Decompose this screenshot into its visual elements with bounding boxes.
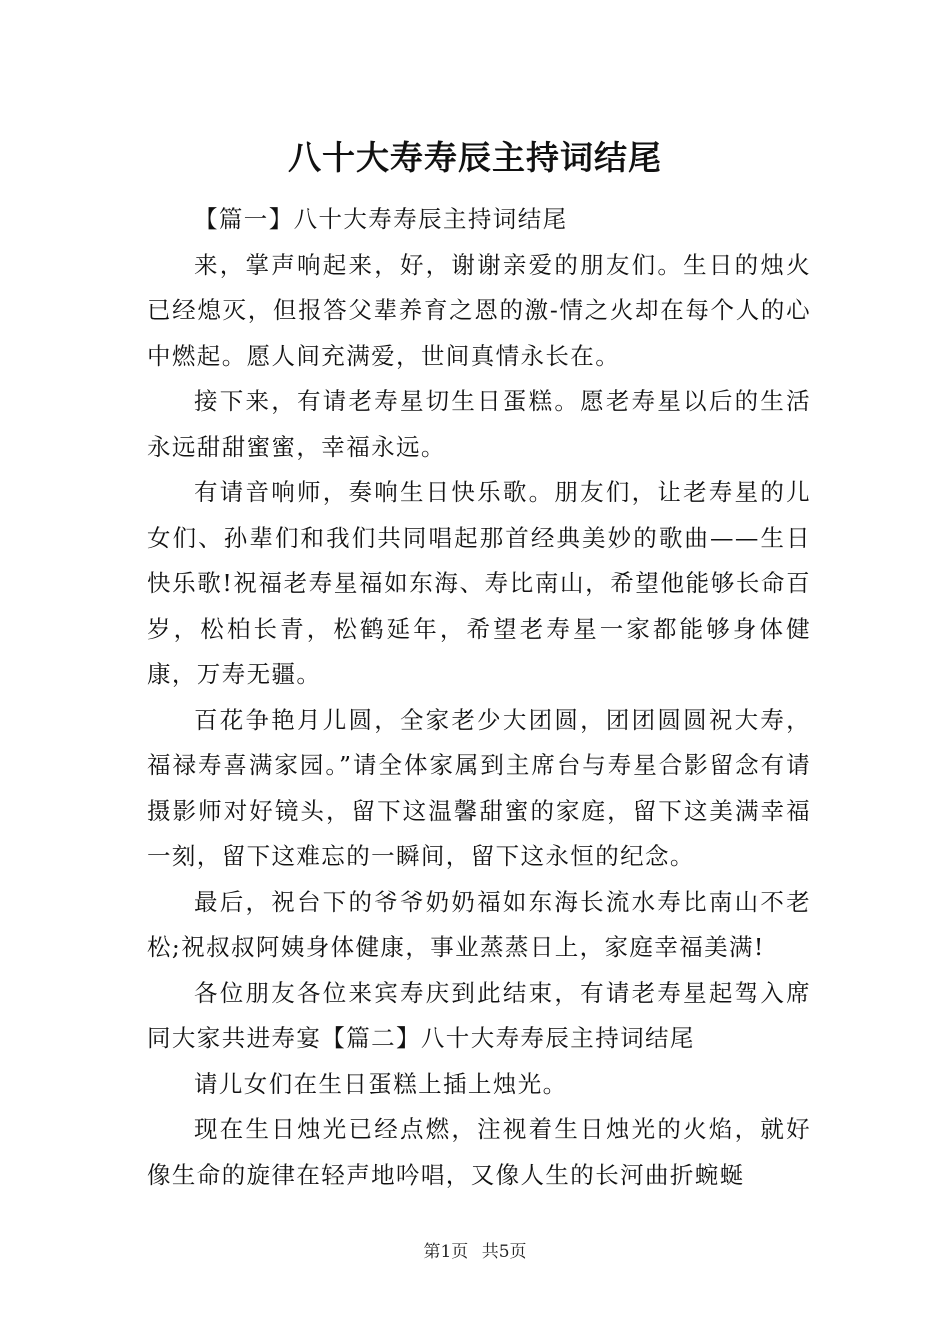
section-heading: 【篇一】八十大寿寿辰主持词结尾 (194, 205, 568, 233)
paragraph: 最后，祝台下的爷爷奶奶福如东海长流水寿比南山不老松;祝叔叔阿姨身体健康，事业蒸蒸日上，家庭幸福美满! (147, 887, 811, 961)
paragraph: 来，掌声响起来，好，谢谢亲爱的朋友们。生日的烛火已经熄灭，但报答父辈养育之恩的激-情之火却在每个人的心中燃起。愿人间充满爱，世间真情永长在。 (147, 250, 811, 370)
paragraph: 接下来，有请老寿星切生日蛋糕。愿老寿星以后的生活永远甜甜蜜蜜，幸福永远。 (147, 387, 811, 461)
page-total: 共5页 (481, 1242, 527, 1262)
page-number: 第1页 (423, 1242, 469, 1262)
page-footer (0, 1240, 950, 1264)
paragraph: 有请音响师，奏响生日快乐歌。朋友们，让老寿星的儿女们、孙辈们和我们共同唱起那首经典美妙的歌曲——生日快乐歌!祝福老寿星福如东海、寿比南山，希望他能够长命百岁，松柏长青，松鹤延年，希望老寿星一家都能够身体健康，万寿无疆。 (147, 478, 811, 688)
paragraph: 百花争艳月儿圆，全家老少大团圆，团团圆圆祝大寿，福禄寿喜满家园。”请全体家属到主席台与寿星合影留念有请摄影师对好镜头，留下这温馨甜蜜的家庭，留下这美满幸福一刻，留下这难忘的一瞬间，留下这永恒的纪念。 (147, 705, 811, 870)
document-title: 八十大寿寿辰主持词结尾 (288, 138, 662, 177)
paragraph: 现在生日烛光已经点燃，注视着生日烛光的火焰，就好像生命的旋律在轻声地吟唱，又像人生的长河曲折蜿蜒 (147, 1115, 811, 1189)
document-body (147, 197, 811, 1198)
paragraph: 请儿女们在生日蛋糕上插上烛光。 (194, 1069, 568, 1098)
paragraph: 各位朋友各位来宾寿庆到此结束，有请老寿星起驾入席同大家共进寿宴【篇二】八十大寿寿辰主持词结尾 (147, 978, 811, 1052)
